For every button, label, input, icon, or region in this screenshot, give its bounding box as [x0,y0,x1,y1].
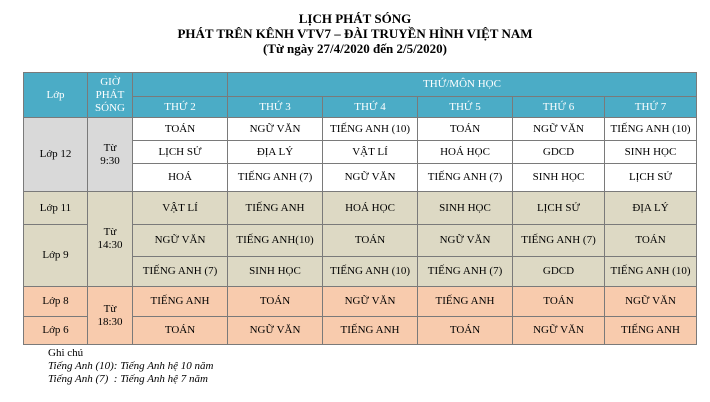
header-day: THỨ 2 [133,97,228,118]
subject-cell: SINH HỌC [228,257,323,287]
grade-label-8: Lớp 8 [24,287,88,317]
subject-cell: TIẾNG ANH [323,317,418,345]
subject-cell: NGỮ VĂN [228,118,323,141]
subject-cell: TOÁN [323,225,418,257]
grade-label-12: Lớp 12 [24,118,88,192]
header-grade: Lớp [24,73,88,118]
subject-cell: TIẾNG ANH (10) [323,118,418,141]
subject-cell: HOÁ HỌC [418,141,513,164]
subject-cell: ĐỊA LÝ [228,141,323,164]
time-line: Từ [103,226,117,238]
subject-cell: TOÁN [133,317,228,345]
subject-cell: TIẾNG ANH (10) [323,257,418,287]
subject-cell: HOÁ HỌC [323,192,418,225]
time-slot-8-6 [88,287,133,345]
subject-cell: TIẾNG ANH [228,192,323,225]
subject-cell: TIẾNG ANH(10) [228,225,323,257]
subject-cell: NGỮ VĂN [133,225,228,257]
header-day: THỨ 6 [513,97,605,118]
subject-cell: VẬT LÍ [323,141,418,164]
subject-cell: TOÁN [133,118,228,141]
subject-cell: TIẾNG ANH (7) [418,164,513,192]
subject-cell: NGỮ VĂN [323,164,418,192]
time-line: 18:30 [97,315,123,328]
subject-cell: TOÁN [228,287,323,317]
note-item: Tiếng Anh (10): Tiếng Anh hệ 10 năm [48,360,214,372]
subject-cell: SINH HỌC [605,141,697,164]
header-day: THỨ 5 [418,97,513,118]
subject-cell: LỊCH SỬ [133,141,228,164]
header-blank [133,73,228,97]
notes-label: Ghi chú [48,347,84,359]
subject-cell: LỊCH SỬ [513,192,605,225]
subject-cell: NGỮ VĂN [323,287,418,317]
header-day-subject: THỨ/MÔN HỌC [228,73,697,97]
subject-cell: ĐỊA LÝ [605,192,697,225]
header-day: THỨ 4 [323,97,418,118]
header-time-line: SÓNG [95,101,125,114]
subject-cell: NGỮ VĂN [513,118,605,141]
subject-cell: TIẾNG ANH (7) [418,257,513,287]
subject-cell: TOÁN [418,317,513,345]
subject-cell: VẬT LÍ [133,192,228,225]
subject-cell: TIẾNG ANH (10) [605,257,697,287]
subject-cell: GDCD [513,257,605,287]
title-line-2: PHÁT TRÊN KÊNH VTV7 – ĐÀI TRUYỀN HÌNH VIỆT NAM [177,26,533,41]
subject-cell: TOÁN [513,287,605,317]
subject-cell: GDCD [513,141,605,164]
time-line: Từ [103,141,117,154]
grade-label-11: Lớp 11 [24,192,88,225]
time-slot-12 [88,118,133,192]
subject-cell: LỊCH SỬ [605,164,697,192]
title-line-3: (Từ ngày 27/4/2020 đến 2/5/2020) [262,41,448,56]
header-time-line: PHÁT [95,88,125,101]
header-day: THỨ 3 [228,97,323,118]
grade-label-6: Lớp 6 [24,317,88,345]
notes [48,347,214,386]
subject-cell: SINH HỌC [513,164,605,192]
time-line: 14:30 [97,239,123,251]
title-line-1: LỊCH PHÁT SÓNG [298,11,412,26]
subject-cell: TIẾNG ANH [605,317,697,345]
subject-cell: NGỮ VĂN [605,287,697,317]
subject-cell: NGỮ VĂN [418,225,513,257]
header-time-line: GIỜ [100,75,120,88]
schedule-table [23,72,697,345]
subject-cell: TOÁN [418,118,513,141]
subject-cell: TIẾNG ANH [133,287,228,317]
subject-cell: HOÁ [133,164,228,192]
subject-cell: TIẾNG ANH [418,287,513,317]
subject-cell: TIẾNG ANH (10) [605,118,697,141]
grade-label-9: Lớp 9 [24,225,88,287]
subject-cell: SINH HỌC [418,192,513,225]
header-time [88,73,133,118]
header-day: THỨ 7 [605,97,697,118]
subject-cell: TOÁN [605,225,697,257]
subject-cell: NGỮ VĂN [513,317,605,345]
time-line: Từ [103,302,117,315]
subject-cell: TIẾNG ANH (7) [133,257,228,287]
subject-cell: NGỮ VĂN [228,317,323,345]
time-slot-11-9 [88,192,133,287]
time-line: 9:30 [100,154,120,167]
subject-cell: TIẾNG ANH (7) [513,225,605,257]
subject-cell: TIẾNG ANH (7) [228,164,323,192]
note-item: Tiếng Anh (7) : Tiếng Anh hệ 7 năm [48,373,209,385]
